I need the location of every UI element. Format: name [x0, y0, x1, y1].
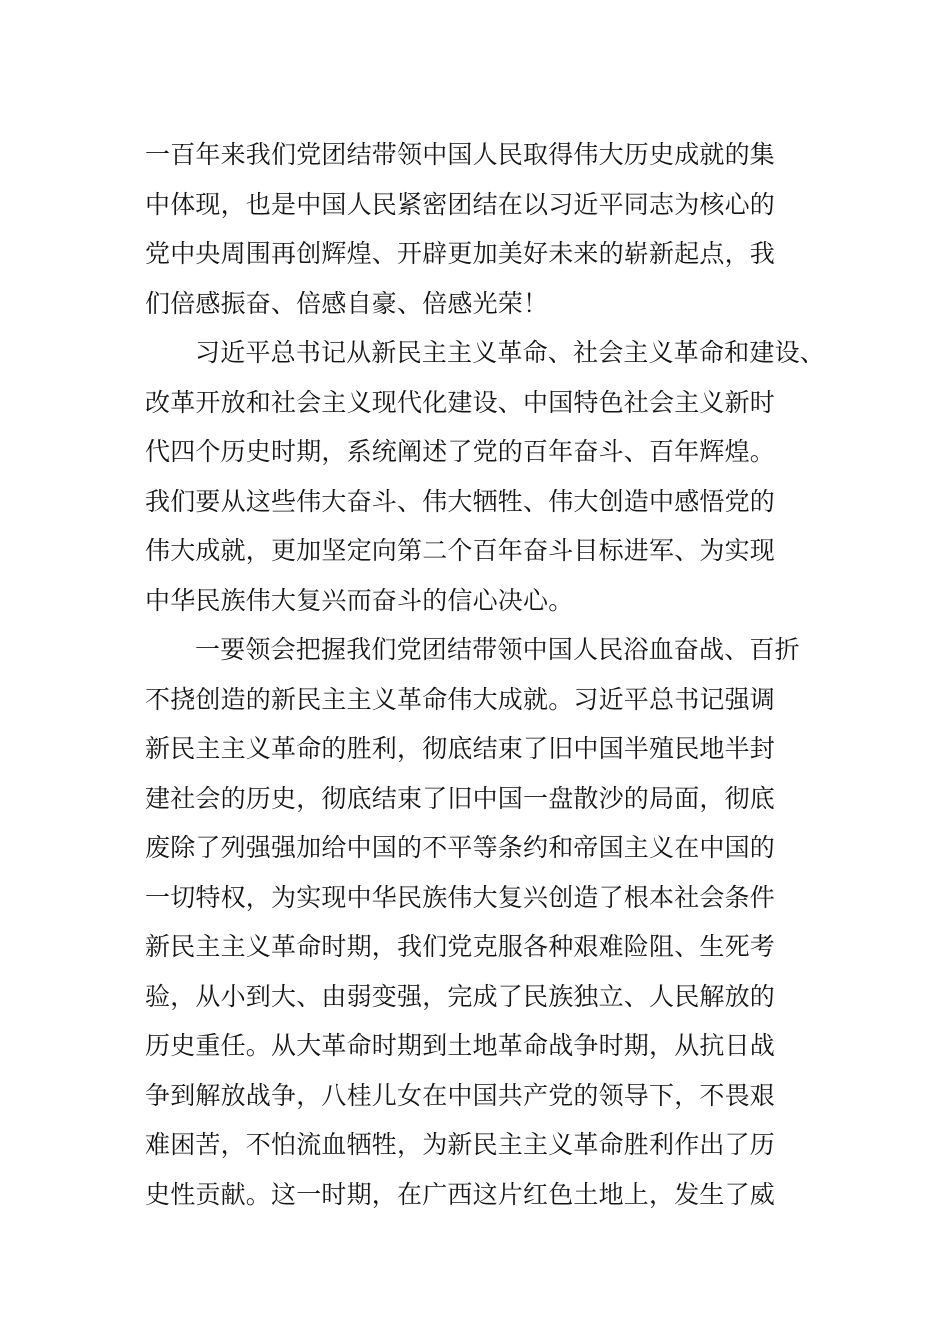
text-line: 改革开放和社会主义现代化建设、中国特色社会主义新时 — [145, 387, 776, 417]
text-line: 一百年来我们党团结带领中国人民取得伟大历史成就的集 — [145, 140, 776, 169]
text-line: 废除了列强强加给中国的不平等条约和帝国主义在中国的 — [145, 833, 776, 862]
text-line: 历史重任。从大革命时期到土地革命战争时期，从抗日战 — [145, 1031, 776, 1060]
text-line: 验，从小到大、由弱变强，完成了民族独立、人民解放的 — [145, 981, 776, 1011]
text-line: 不挠创造的新民主主义革命伟大成就。习近平总书记强调 — [145, 684, 776, 714]
text-line: 代四个历史时期，系统阐述了党的百年奋斗、百年辉煌。 — [145, 437, 776, 466]
text-line: 建社会的历史，彻底结束了旧中国一盘散沙的局面，彻底 — [145, 783, 776, 813]
text-line: 我们要从这些伟大奋斗、伟大牺牲、伟大创造中感悟党的 — [145, 486, 776, 516]
text-line: 新民主主义革命的胜利，彻底结束了旧中国半殖民地半封 — [145, 734, 776, 763]
text-line: 中体现，也是中国人民紧密团结在以习近平同志为核心的 — [145, 189, 776, 219]
body-text — [145, 130, 825, 1219]
text-line: 党中央周围再创辉煌、开辟更加美好未来的崭新起点，我 — [145, 239, 776, 268]
text-line: 争到解放战争，八桂儿女在中国共产党的领导下，不畏艰 — [145, 1080, 776, 1110]
text-line: 一切特权，为实现中华民族伟大复兴创造了根本社会条件 — [145, 882, 776, 912]
paragraph-first-line: 习近平总书记从新民主主义革命、社会主义革命和建设、 — [195, 338, 826, 367]
text-line: 难困苦，不怕流血牺牲，为新民主主义革命胜利作出了历 — [145, 1130, 776, 1159]
paragraph-first-line: 一要领会把握我们党团结带领中国人民浴血奋战、百折 — [195, 635, 800, 664]
text-line: 们倍感振奋、倍感自豪、倍感光荣！ — [145, 288, 549, 318]
text-line: 中华民族伟大复兴而奋斗的信心决心。 — [145, 585, 574, 615]
text-line: 伟大成就，更加坚定向第二个百年奋斗目标进军、为实现 — [145, 536, 776, 565]
text-line: 新民主主义革命时期，我们党克服各种艰难险阻、生死考 — [145, 932, 776, 961]
text-line: 史性贡献。这一时期，在广西这片红色土地上，发生了威 — [145, 1179, 776, 1209]
